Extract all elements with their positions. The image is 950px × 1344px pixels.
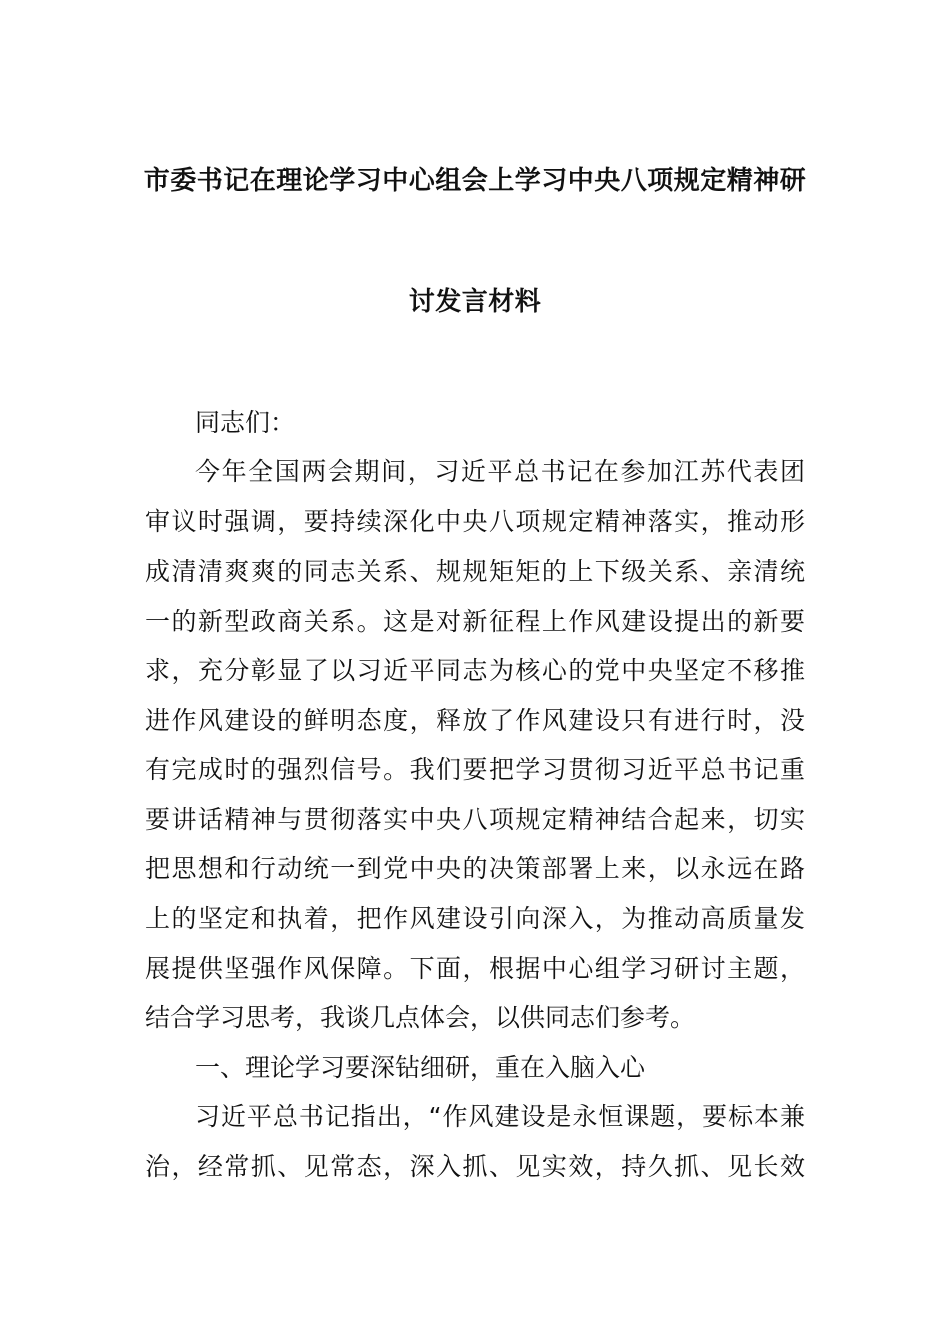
paragraph-1-line: 展提供坚强作风保障。下面，根据中心组学习研讨主题，	[145, 954, 805, 983]
greeting: 同志们：	[195, 408, 296, 437]
paragraph-1-line: 审议时强调，要持续深化中央八项规定精神落实，推动形	[145, 507, 805, 536]
paragraph-1-line: 有完成时的强烈信号。我们要把学习贯彻习近平总书记重	[145, 755, 805, 784]
paragraph-2-line: 治，经常抓、见常态，深入抓、见实效，持久抓、见长效	[145, 1152, 805, 1181]
document-title-line-2: 讨发言材料	[408, 287, 542, 317]
paragraph-1-line: 把思想和行动统一到党中央的决策部署上来，以永远在路	[145, 854, 805, 883]
section-1-heading: 一、理论学习要深钻细研，重在入脑入心	[195, 1053, 646, 1082]
paragraph-1-line: 今年全国两会期间，习近平总书记在参加江苏代表团	[195, 457, 805, 486]
paragraph-1-line: 求，充分彰显了以习近平同志为核心的党中央坚定不移推	[145, 656, 805, 685]
paragraph-1-line: 要讲话精神与贯彻落实中央八项规定精神结合起来，切实	[145, 805, 805, 834]
paragraph-1-line: 结合学习思考，我谈几点体会，以供同志们参考。	[145, 1003, 696, 1032]
paragraph-1-line: 进作风建设的鲜明态度，释放了作风建设只有进行时，没	[145, 706, 805, 735]
paragraph-1-line: 成清清爽爽的同志关系、规规矩矩的上下级关系、亲清统	[145, 557, 805, 586]
paragraph-2-line: 习近平总书记指出，“作风建设是永恒课题，要标本兼	[195, 1102, 805, 1131]
document-title-line-1: 市委书记在理论学习中心组会上学习中央八项规定精神研	[143, 166, 807, 196]
paragraph-1-line: 上的坚定和执着，把作风建设引向深入，为推动高质量发	[145, 904, 805, 933]
paragraph-1-line: 一的新型政商关系。这是对新征程上作风建设提出的新要	[145, 607, 805, 636]
